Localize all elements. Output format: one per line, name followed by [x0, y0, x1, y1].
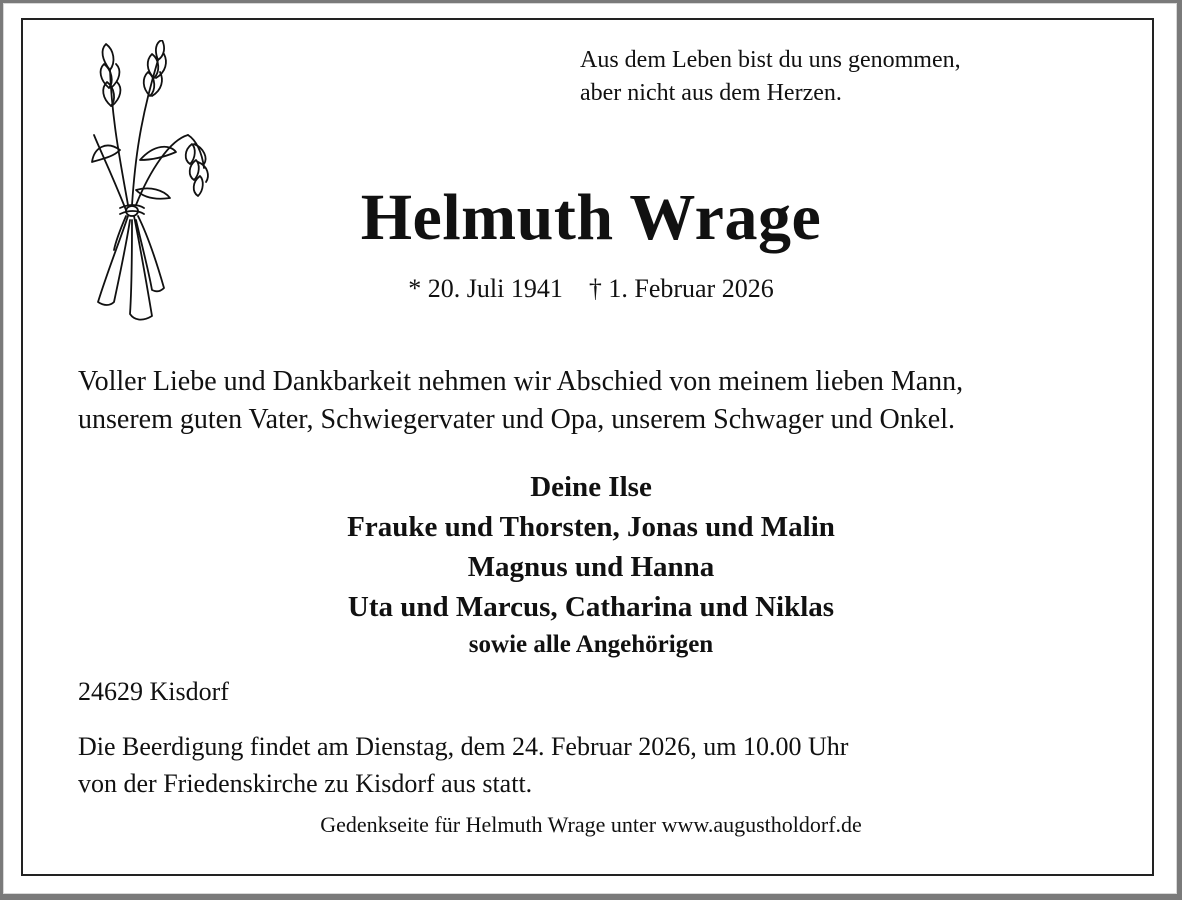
funeral-details — [78, 728, 848, 802]
memorial-page-note: Gedenkseite für Helmuth Wrage unter www.augustholdorf.de — [320, 812, 862, 837]
motto-line-1: Aus dem Leben bist du uns genommen, — [580, 47, 961, 73]
mourner-line: Magnus und Hanna — [467, 551, 715, 583]
mourner-line: Deine Ilse — [530, 471, 652, 503]
mourners-list — [0, 467, 1182, 663]
mourner-line: sowie alle Angehörigen — [468, 631, 714, 658]
life-dates — [0, 274, 1182, 304]
deceased-name: Helmuth Wrage — [360, 181, 822, 254]
funeral-line-1: Die Beerdigung findet am Dienstag, dem 24. Februar 2026, um 10.00 Uhr — [78, 732, 849, 761]
funeral-line-2: von der Friedenskirche zu Kisdorf aus statt. — [78, 769, 533, 798]
motto-line-2: aber nicht aus dem Herzen. — [580, 80, 842, 106]
birth-date: * 20. Juli 1941 — [408, 274, 563, 303]
mourner-line: Frauke und Thorsten, Jonas und Malin — [347, 511, 835, 543]
motto-verse — [580, 44, 961, 110]
farewell-line-1: Voller Liebe und Dankbarkeit nehmen wir Abschied von meinem lieben Mann, — [78, 366, 964, 397]
farewell-text — [78, 363, 963, 439]
mourner-line: Uta und Marcus, Catharina und Niklas — [347, 591, 835, 623]
farewell-line-2: unserem guten Vater, Schwiegervater und Opa, unserem Schwager und Onkel. — [78, 404, 955, 435]
death-date: † 1. Februar 2026 — [588, 274, 774, 303]
place-of-residence: 24629 Kisdorf — [78, 677, 229, 706]
